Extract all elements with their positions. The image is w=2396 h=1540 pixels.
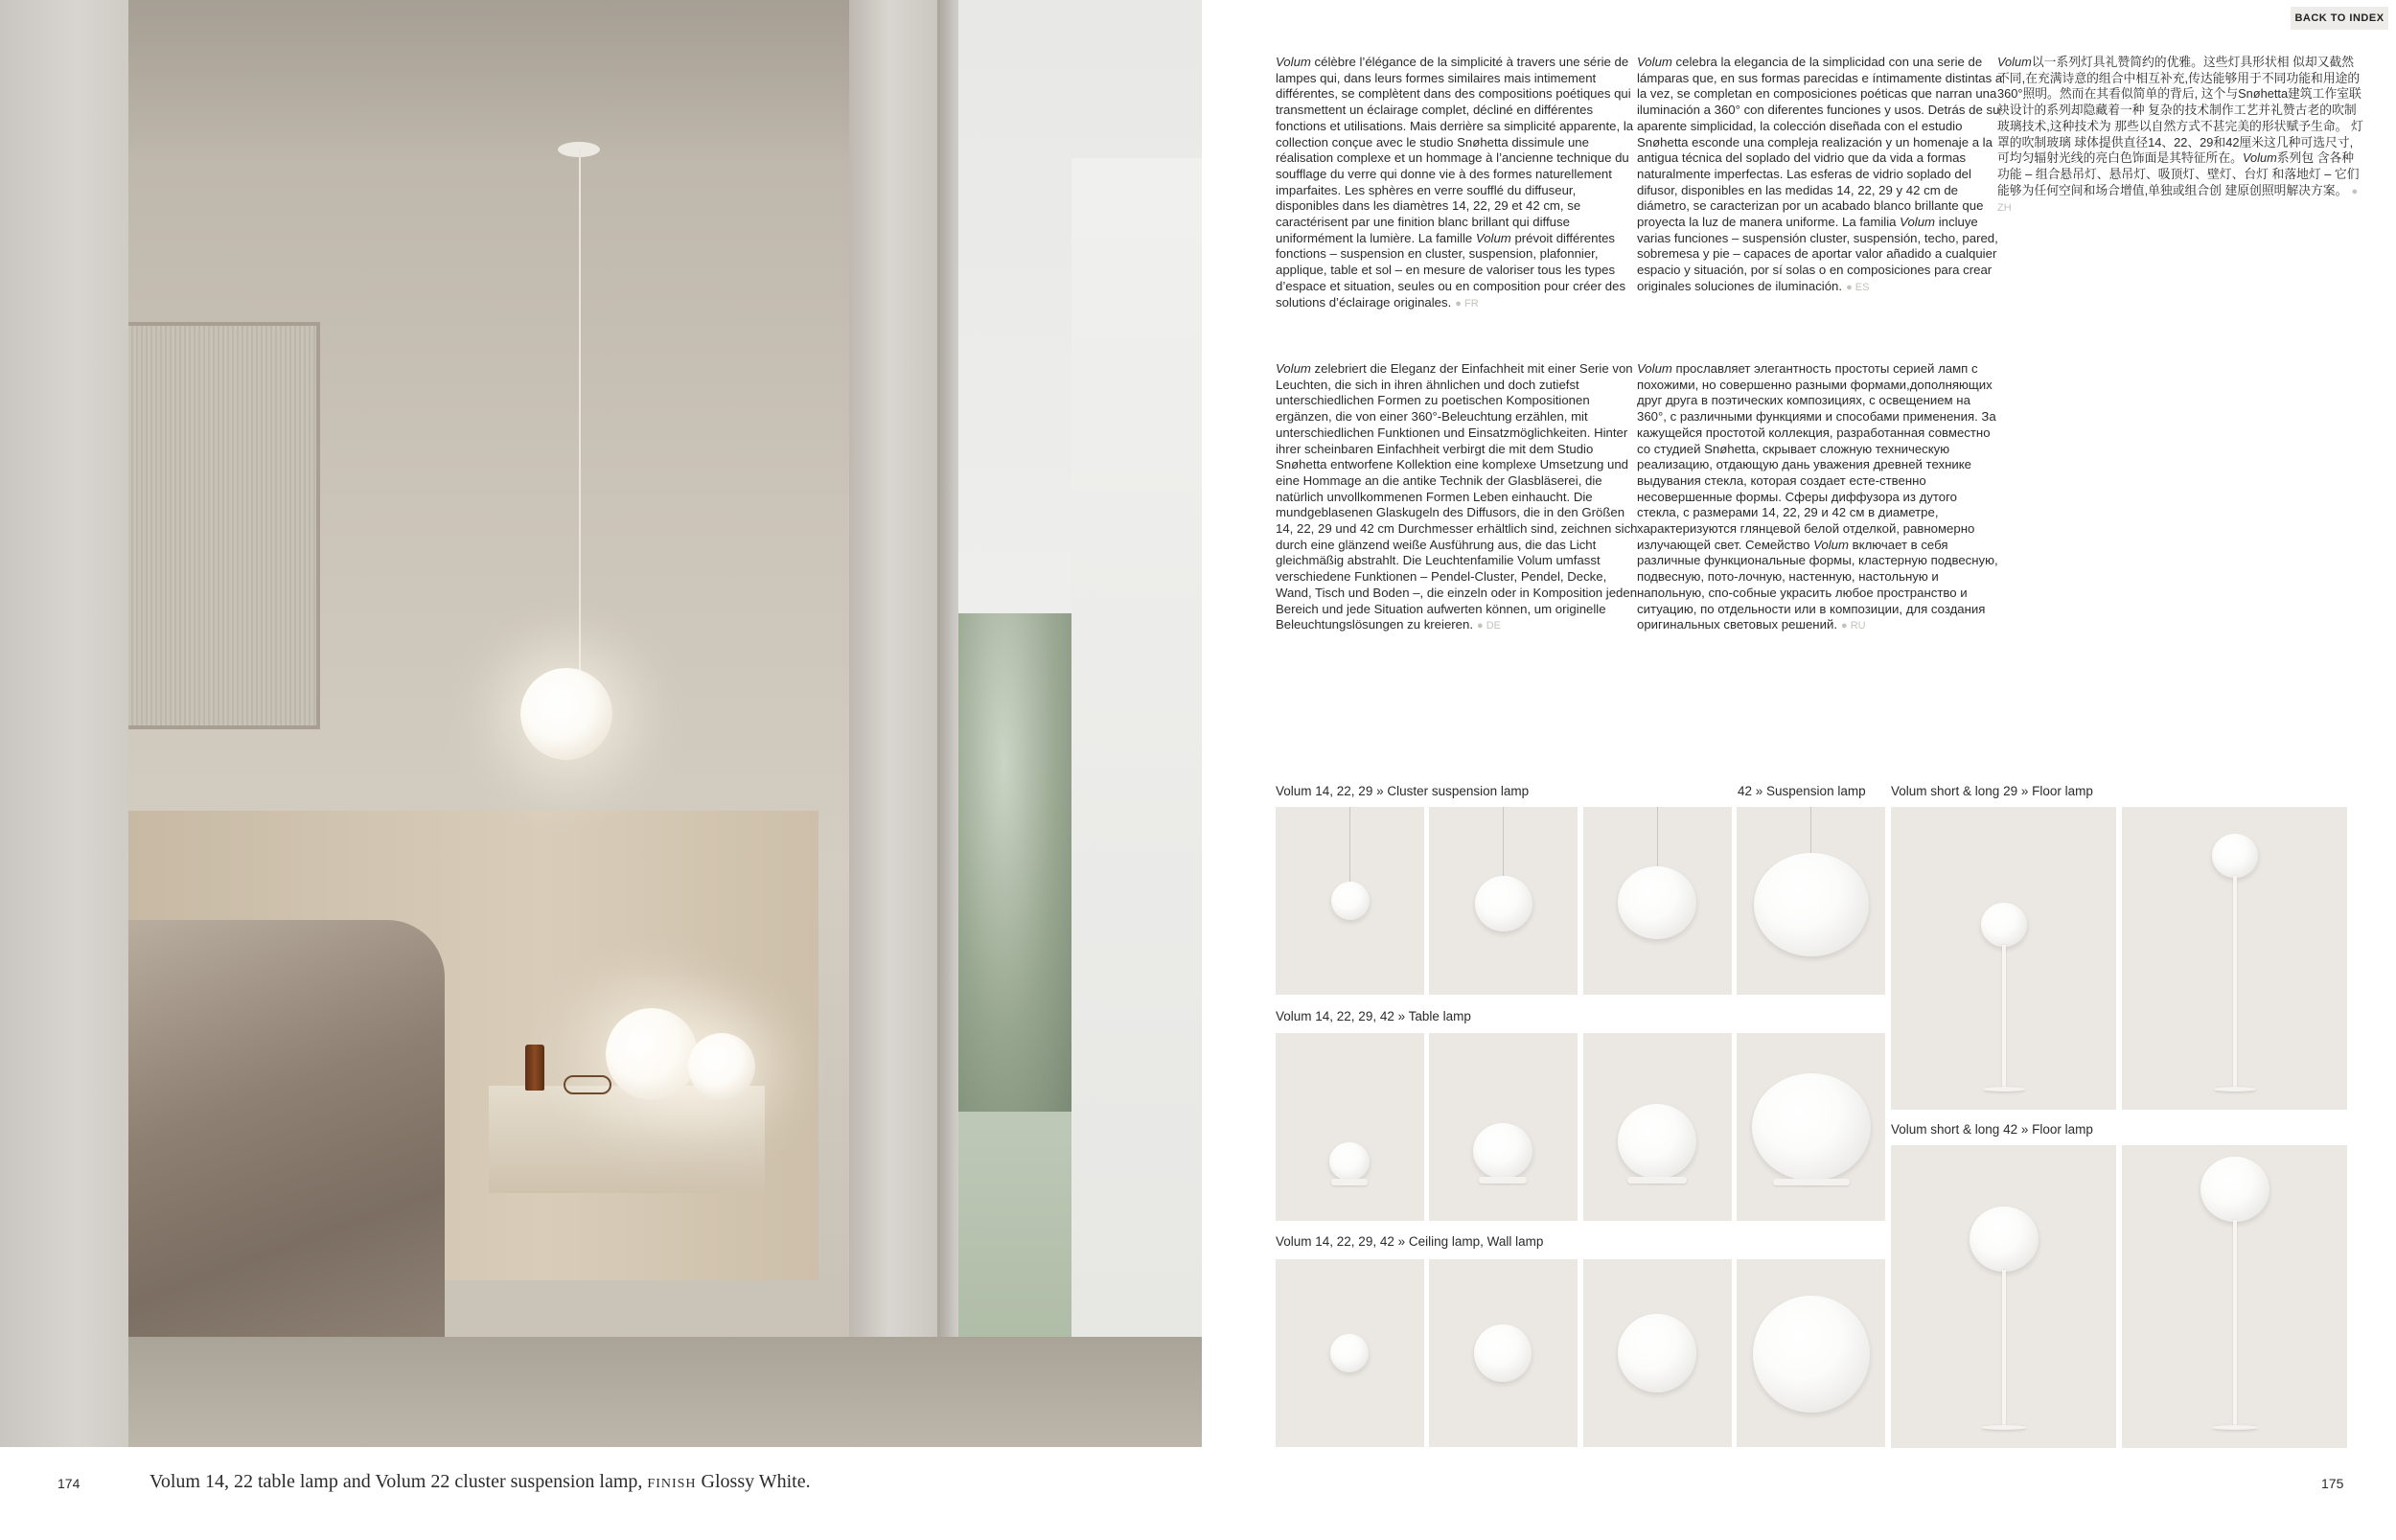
product-tile-table-14[interactable] — [1276, 1033, 1424, 1221]
language-tag-fr: ● FR — [1455, 297, 1479, 310]
text-column-fr — [1276, 55, 1642, 328]
brand-name: Volum — [1813, 537, 1849, 552]
product-tile-floor-29-short[interactable] — [1891, 807, 2116, 1110]
table-globe-large — [606, 1008, 698, 1100]
product-tile-cluster-22[interactable] — [1429, 807, 1578, 995]
body-text: прославляет элегантность простоты серией ламп с похожими, но совершенно разными формами,дополняющих друг друга в поэтических композициях, с освещением на 360°, с различными функциями и способами применения. За кажущейся простотой коллекция, разработанная совместно со студией Snøhetta, скрывает сложную техническую реализацию, отдающую дань уважения древней технике выдувания стекла, которая создает есте-ственно несовершенные формы. Сферы диффузора из дутого стекла, с размерами 14, 22, 29 и 42 см в диаметре, характеризуются глянцевой белой отделкой, равномерно излучающей свет. Семейство — [1637, 361, 1996, 552]
product-tile-table-29[interactable] — [1583, 1033, 1732, 1221]
floor-lamp-base — [1981, 1425, 2027, 1430]
floor-lamp-base — [2214, 1087, 2256, 1092]
table-lamp-base — [1627, 1177, 1687, 1184]
lamp-globe — [1753, 1296, 1870, 1413]
table-globe-small — [688, 1033, 755, 1100]
floating-nightstand — [489, 1086, 765, 1193]
language-tag-de: ● DE — [1477, 620, 1501, 632]
body-text: prévoit différentes fonctions – suspension en cluster, suspension, plafonnier, applique, table et sol – en mesure de valoriser tous les types d’espace et situation, seules ou en composition pour créer des solutions d’éclairage originales. — [1276, 230, 1626, 310]
lamp-globe — [2200, 1157, 2269, 1222]
caption-floor-42: Volum short & long 42 » Floor lamp — [1891, 1122, 2093, 1137]
caption-table-lamp: Volum 14, 22, 29, 42 » Table lamp — [1276, 1009, 1471, 1023]
product-tile-ceiling-29[interactable] — [1583, 1259, 1732, 1447]
eyeglasses — [564, 1075, 611, 1094]
caption-suspension: 42 » Suspension lamp — [1738, 784, 1866, 798]
product-tile-cluster-14[interactable] — [1276, 807, 1424, 995]
wall-artwork — [128, 322, 320, 729]
floor-lamp-stem — [2002, 1270, 2006, 1427]
text-column-de — [1276, 361, 1642, 651]
lamp-globe — [1329, 1142, 1370, 1181]
product-tile-cluster-29[interactable] — [1583, 807, 1732, 995]
product-tile-table-22[interactable] — [1429, 1033, 1578, 1221]
pendant-cord — [579, 149, 581, 671]
text-column-ru — [1637, 361, 2003, 651]
caption-ceiling-wall: Volum 14, 22, 29, 42 » Ceiling lamp, Wall lamp — [1276, 1234, 1544, 1249]
brand-name: Volum — [1637, 361, 1672, 376]
floor — [128, 1337, 1202, 1447]
page-number-right: 175 — [2321, 1476, 2344, 1491]
lamp-globe — [1618, 1314, 1696, 1392]
floor-lamp-base — [2212, 1425, 2258, 1430]
paragraph-ru — [1637, 361, 2003, 634]
amber-bottle — [525, 1045, 544, 1091]
brand-name: Volum — [1997, 55, 2032, 69]
lamp-globe — [1752, 1073, 1871, 1181]
table-lamp-base — [1331, 1179, 1368, 1185]
language-tag-zh: ● ZH — [1997, 185, 2359, 215]
caption-floor-29: Volum short & long 29 » Floor lamp — [1891, 784, 2093, 798]
body-text: 系列包 含各种功能 – 组合悬吊灯、悬吊灯、吸顶灯、壁灯、台灯 和落地灯 – 它们能够为任何空间和场合增值,单独或组合创 建原创照明解决方案。 — [1997, 150, 2360, 197]
product-tile-ceiling-42[interactable] — [1737, 1259, 1885, 1447]
suspension-wire — [1810, 807, 1811, 853]
floor-lamp-stem — [2233, 1220, 2237, 1427]
lamp-globe — [1330, 1334, 1369, 1372]
suspension-wire — [1503, 807, 1504, 876]
photo-caption — [150, 1471, 811, 1493]
caption-cluster-suspension: Volum 14, 22, 29 » Cluster suspension lamp — [1276, 784, 1530, 798]
body-text: celebra la elegancia de la simplicidad con una serie de lámparas que, en sus formas parecidas e íntimamente distintas a la vez, se completan en composiciones poéticas que narran una iluminación a 360° con diferentes funciones y usos. Detrás de su aparente simplicidad, la colección diseñada con el estudio Snøhetta esconde una compleja realización y un homenaje a la antigua técnica del soplado del vidrio que da vida a formas naturalmente imperfectas. Las esferas de vidrio soplado del difusor, disponibles en las medidas 14, 22, 29 y 42 cm de diámetro, se caracterizan por un acabado blanco brillante que proyecta la luz de manera uniforme. La familia — [1637, 55, 2003, 230]
ceiling-shadow — [128, 0, 849, 163]
lamp-globe — [1618, 866, 1696, 939]
product-tile-floor-42-long[interactable] — [2122, 1145, 2347, 1448]
paragraph-es — [1637, 55, 2003, 296]
language-tag-ru: ● RU — [1841, 620, 1866, 632]
exterior-wall — [1071, 158, 1202, 1447]
text-column-es — [1637, 55, 2003, 312]
product-tile-floor-42-short[interactable] — [1891, 1145, 2116, 1448]
paragraph-zh — [1997, 55, 2363, 217]
caption-finish-value: Glossy White. — [696, 1471, 811, 1492]
window-frame — [937, 0, 958, 1447]
brand-name: Volum — [1276, 361, 1311, 376]
caption-text: Volum 14, 22 table lamp and Volum 22 cluster suspension lamp, — [150, 1471, 648, 1492]
table-lamp-base — [1773, 1179, 1850, 1185]
body-text: 以一系列灯具礼赞简约的优雅。这些灯具形状相 似却又截然不同,在充满诗意的组合中相互补充,传达能够用于不同功能和用途的360°照明。然而在其看似简单的背后, 这个与Snøhetta建筑工作室联袂设计的系列却隐藏着一种 复杂的技术制作工艺并礼赞古老的吹制玻璃技术,这种技术为 那些以自然方式不甚完美的形状赋予生命。 灯罩的吹制玻璃 球体提供直径14、22、29和42厘米这几种可选尺寸, 可均匀辐射光线的亮白色饰面是其特征所在。 — [1997, 55, 2363, 166]
lamp-globe — [2212, 834, 2258, 878]
floor-lamp-stem — [2002, 945, 2006, 1089]
wall-pillar — [849, 0, 937, 1447]
lamp-globe — [1474, 1324, 1532, 1382]
left-wall — [0, 0, 128, 1447]
lamp-globe — [1475, 876, 1532, 931]
product-tile-floor-29-long[interactable] — [2122, 807, 2347, 1110]
brand-name: Volum — [1475, 230, 1511, 245]
body-text: célèbre l’élégance de la simplicité à travers une série de lampes qui, dans leurs formes similaires mais intimement différentes, se complètent dans des compositions poétiques qui transmettent un éclairage complet, décliné en différentes fonctions et utilisations. Mais derrière sa simplicité apparente, la collection conçue avec le studio Snøhetta dissimule une réalisation complexe et un hommage à l’ancienne technique du soufflage du verre qui donne vie à des formes naturellement imparfaites. Les sphères en verre soufflé du diffuseur, disponibles dans les diamètres 14, 22, 29 et 42 cm, se caractérisent par une finition blanc brillant qui diffuse uniformément la lumière. La famille — [1276, 55, 1634, 245]
text-column-zh — [1997, 55, 2363, 233]
product-tile-ceiling-14[interactable] — [1276, 1259, 1424, 1447]
bedroom-photo — [0, 0, 1202, 1447]
body-text: включает в себя различные функциональные формы, кластерную подвесную, подвесную, пото-лочную, настенную, настольную и напольную, спо-собные украсить любое пространство и ситуацию, по отдельности или в композиции, для создания оригинальных световых решений. — [1637, 537, 1998, 632]
lamp-globe — [1970, 1207, 2039, 1272]
lamp-globe — [1981, 903, 2027, 947]
brand-name: Volum — [2242, 150, 2277, 166]
body-text: zelebriert die Eleganz der Einfachheit mit einer Serie von Leuchten, die sich in ihren ähnlichen und doch zutiefst unterschiedlichen Formen zu poetischen Kompositionen ergänzen, die von einer 360°-Beleuchtung erzählen, mit unterschiedlichen Funktionen und Einsatzmöglichkeiten. Hinter ihrer scheinbaren Einfachheit verbirgt die mit dem Studio Snøhetta entworfene Kollektion eine komplexe Umsetzung und eine Hommage an die antike Technik der Glasbläserei, die natürlich unvollkommenen Formen Leben einhaucht. Die mundgeblasenen Glaskugeln des Diffusors, die in den Größen 14, 22, 29 und 42 cm Durchmesser erhältlich sind, zeichnen sich durch eine glänzend weiße Ausführung aus, die das Licht gleichmäßig abstrahlt. Die Leuchtenfamilie Volum umfasst verschiedene Funktionen – Pendel-Cluster, Pendel, Decke, Wand, Tisch und Boden –, die einzeln oder in Komposition jeden Bereich und jede Situation aufwerten können, um originelle Beleuchtungslösungen zu kreieren. — [1276, 361, 1638, 632]
lamp-globe — [1331, 882, 1370, 920]
floor-lamp-stem — [2233, 876, 2237, 1089]
suspension-wire — [1349, 807, 1350, 882]
body-text: incluye varias funciones – suspensión cluster, suspensión, techo, pared, sobremesa y pie – capaces de aportar valor añadido a cualquier espacio y situación, por sí solas o en composiciones para crear originales soluciones de iluminación. — [1637, 215, 1998, 293]
lamp-globe — [1473, 1123, 1532, 1179]
lamp-globe — [1754, 853, 1869, 956]
pendant-globe — [520, 668, 612, 760]
back-to-index-button[interactable]: BACK TO INDEX — [2291, 7, 2388, 30]
caption-finish-label: finish — [647, 1471, 697, 1492]
brand-name: Volum — [1900, 215, 1936, 230]
table-lamp-base — [1479, 1177, 1527, 1184]
floor-lamp-base — [1983, 1087, 2025, 1092]
product-tile-suspension-42[interactable] — [1737, 807, 1885, 995]
suspension-wire — [1657, 807, 1658, 866]
brand-name: Volum — [1637, 55, 1672, 69]
lamp-globe — [1618, 1104, 1696, 1179]
brand-name: Volum — [1276, 55, 1311, 69]
page-number-left: 174 — [58, 1476, 81, 1491]
product-tile-ceiling-22[interactable] — [1429, 1259, 1578, 1447]
language-tag-es: ● ES — [1846, 281, 1870, 293]
paragraph-de — [1276, 361, 1642, 634]
paragraph-fr — [1276, 55, 1642, 311]
product-tile-table-42[interactable] — [1737, 1033, 1885, 1221]
window-trees — [958, 613, 1071, 1112]
